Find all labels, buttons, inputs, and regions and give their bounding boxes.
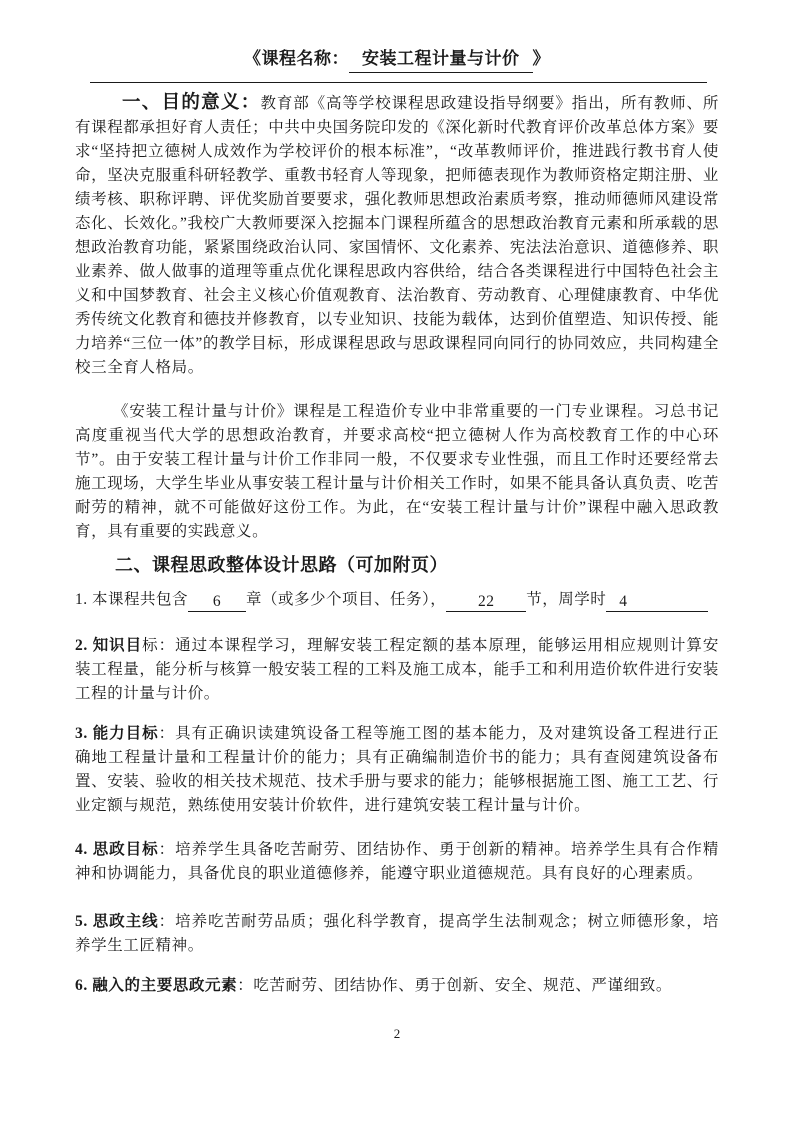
ideology-elements-label: 6. 融入的主要思政元素 (75, 977, 238, 994)
doc-header-title (75, 46, 719, 73)
ideology-objective-label: 4. 思政目标 (75, 841, 159, 858)
course-intro-paragraph: 《安装工程计量与计价》课程是工程造价专业中非常重要的一门专业课程。习总书记高度重视当代大学的思想政治教育，并要求高校“把立德树人作为高校教育工作的中心环节”。由于安装工程计量与计价工作非同一般，不仅要求专业性强，而且工作时还要经常去施工现场，大学生毕业从事安装工程计量与计价相关工作时，如果不能具备认真负责、吃苦耐劳的精神，就不可能做好这份工作。为此，在“安装工程计量与计价”课程中融入思政教育，具有重要的实践意义。 (75, 403, 720, 540)
purpose-heading: 一、目的意义： (122, 93, 261, 113)
purpose-paragraph (75, 91, 719, 380)
design-heading: 二、课程思政整体设计思路（可加附页） (115, 555, 448, 575)
knowledge-objective-item (75, 634, 719, 706)
title-prefix: 《课程名称： (244, 49, 349, 68)
ideology-mainline-text: 培养吃苦耐劳品质；强化科学教育，提高学生法制观念；树立师德形象，培养学生工匠精神。 (75, 913, 720, 954)
purpose-text: 教育部《高等学校课程思政建设指导纲要》指出，所有教师、所有课程都承担好育人责任；中共中央国务院印发的《深化新时代教育评价改革总体方案》要求“坚持把立德树人成效作为学校评价的根本标准”，“改革教师评价，推进践行教书育人使命，坚决克服重科研轻教学、重教书轻育人等现象，把师德表现作为教师资格定期注册、业绩考核、职称评聘、评优奖励首要要求，强化教师思想政治素质考察，推动师德师风建设常态化、长效化。”我校广大教师要深入挖掘本门课程所蕴含的思想政治教育元素和所承载的思想政治教育功能，紧紧围绕政治认同、家国情怀、文化素养、宪法法治意识、道德修养、职业素养、做人做事的道理等重点优化课程思政内容供给，结合各类课程进行中国特色社会主义和中国梦教育、社会主义核心价值观教育、法治教育、劳动教育、心理健康教育、中华优秀传统文化教育和德技并修教育，以专业知识、技能为载体，达到价值塑造、知识传授、能力培养“三位一体”的教学目标，形成课程思政与思政课程同向同行的协同效应，共同构建全校三全育人格局。 (75, 95, 720, 376)
ideology-mainline-label: 5. 思政主线 (75, 913, 159, 930)
knowledge-objective-text: 通过本课程学习，理解安装工程定额的基本原理，能够运用相应规则计算安装工程量，能分析与核算一般安装工程的工料及施工成本，能手工和利用造价软件进行安装工程的计量与计价。 (75, 637, 720, 702)
knowledge-objective-label-tail: 标： (142, 637, 176, 654)
ideology-elements-item (75, 974, 719, 998)
structure-prefix: 1. 本课程共包含 (75, 591, 189, 608)
header-rule (90, 82, 707, 83)
course-name: 安装工程计量与计价 (349, 46, 533, 73)
structure-mid1: 章（或多少个项目、任务）， (246, 591, 447, 608)
ideology-objective-text: 培养学生具备吃苦耐劳、团结协作、勇于创新的精神。培养学生具有合作精神和协调能力，具备优良的职业道德修养，能遵守职业道德规范。具有良好的心理素质。 (75, 841, 720, 882)
weekly-hours-blank: 4 (606, 592, 708, 612)
title-suffix: 》 (532, 49, 550, 68)
course-structure-line (75, 588, 719, 612)
ability-objective-label-tail: ： (158, 725, 176, 742)
ideology-elements-label-tail: ： (237, 977, 254, 994)
ideology-mainline-item (75, 910, 719, 958)
sections-blank: 22 (446, 592, 526, 612)
ability-objective-item (75, 722, 719, 818)
ability-objective-text: 具有正确识读建筑设备工程等施工图的基本能力，及对建筑设备工程进行正确地工程量计量和工程量计价的能力；具有正确编制造价书的能力；具有查阅建筑设备布置、安装、验收的相关技术规范、技术手册与要求的能力；能够根据施工图、施工工艺、行业定额与规范，熟练使用安装计价软件，进行建筑安装工程计量与计价。 (75, 725, 720, 814)
ability-objective-label: 3. 能力目标 (75, 725, 159, 742)
ideology-mainline-label-tail: ： (158, 913, 176, 930)
ideology-objective-label-tail: ： (158, 841, 176, 858)
ideology-elements-text: 吃苦耐劳、团结协作、勇于创新、安全、规范、严谨细致。 (253, 977, 672, 994)
structure-mid2: 节，周学时 (526, 591, 607, 608)
knowledge-objective-label: 2. 知识目 (75, 637, 143, 654)
ideology-objective-item (75, 838, 719, 886)
page-number: 2 (393, 1026, 401, 1041)
chapters-blank: 6 (188, 592, 246, 612)
